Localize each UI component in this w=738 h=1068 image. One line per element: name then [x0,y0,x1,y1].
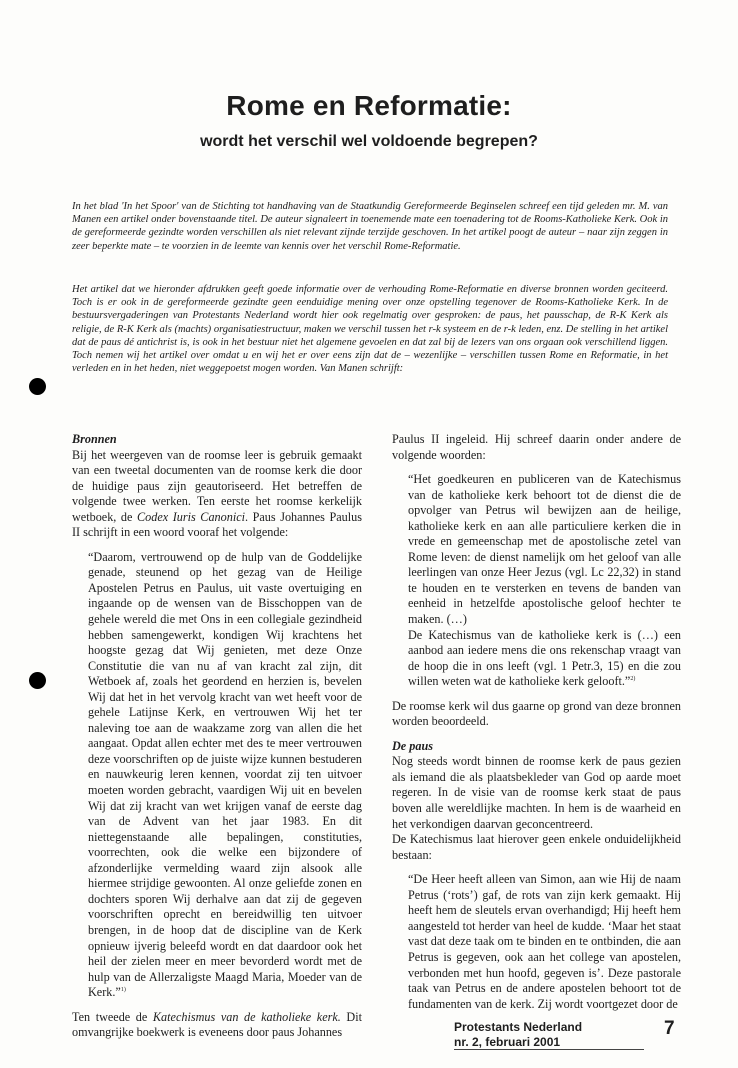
section-heading-bronnen: Bronnen [72,432,117,446]
left-column [72,432,362,1041]
intro-paragraph-1: In het blad 'In het Spoor' van de Stichting tot handhaving van de Staatkundig Gereformeerde Beginselen schreef een tijd geleden mr. M. van Manen een artikel onder bovenstaande titel. De auteur signaleert in toenemende mate een toenadering tot de Rooms-Katholieke Kerk. Ook in de gereformeerde gezindte worden verschillen als niet relevant zijnde terzijde geschoven. In het artikel poogt de auteur – naar zijn zeggen in zeer beperkte mate – te voorzien in de leemte van kennis over het verschil Rome-Reformatie. [72,201,668,252]
section-heading-de-paus: De paus [392,738,433,753]
footer-issue: nr. 2, februari 2001 [454,1035,561,1049]
body-paragraph: De roomse kerk wil dus gaarne op grond van deze bronnen worden beoordeeld. [392,698,681,729]
emphasis-codex: Codex Iuris Canonici [137,509,245,524]
body-paragraph: De Katechismus laat hierover geen enkele onduidelijkheid bestaan: [392,832,681,862]
punch-hole-top [29,378,46,395]
article-title: Rome en Reformatie: [226,90,512,121]
body-paragraph: Bij het weergeven van de roomse leer is gebruik gemaakt van een tweetal documenten van de roomse kerk die door de huidige paus zijn geautoriseerd. Het betreffen de volgende twee werken. Ten eerste het roomse kerkelijk wetboek, de Codex Iuris Canonici. Paus Johannes Paulus II schrijft in een woord vooraf het volgende: [72,447,362,540]
intro-paragraph-2: Het artikel dat we hieronder afdrukken geeft goede informatie over de verhouding Rome-Reformatie en diverse bronnen worden geciteerd. Toch is er ook in de gereformeerde gezindte geen eenduidige mening over onze opstelling tegenover de Rooms-Katholieke Kerk. In de bestuursvergaderingen van Protestants Nederland wordt hier ook regelmatig over gesproken: de paus, het pausschap, de R-K Kerk als religie, de R-K Kerk als (machts) organisatiestructuur, maken we verschil tussen het r-k systeem en de r-k leden, enz. De stelling in het artikel dat de paus dé antichrist is, is ook in het bestuur niet het algemene gevoelen en dat zal bij de lezers van ons orgaan ook verschillend liggen. Toch nemen wij het artikel over omdat u en wij het er over eens zijn dat de – wezenlijke – verschillen tussen Rome en Reformatie, in het verleden en in het heden, niet weggepoetst mogen worden. Van Manen schrijft: [72,284,668,375]
footer-divider [454,1049,644,1050]
body-paragraph: Ten tweede de Katechismus van de katholieke kerk. Dit omvangrijke boekwerk is eveneens door paus Johannes [72,1009,363,1040]
block-quote-codex: “Daarom, vertrouwend op de hulp van de Goddelijke genade, steunend op het gezag van de Heilige Apostelen Petrus en Paulus, uit vaste overtuiging en ingaande op de wensen van de Bisschoppen van de gehele wereld die met Ons in een collegiale gezindheid hebben samengewerkt, kondigen Wij krachtens het hoogste gezag dat Wij genieten, met deze Onze Constitutie die van nu af van kracht zal zijn, dit Wetboek af, zoals het geordend en herzien is, bevelen Wij dat het in het vervolg kracht van wet heeft voor de gehele Latijnse Kerk, en vertrouwen Wij het ter naleving toe aan de waakzame zorg van allen die het aangaat. Opdat allen echter met des te meer vertrouwen deze voorschriften op de juiste wijze kunnen bestuderen en nauwkeurig leren kennen, voordat zij ten uitvoer moeten worden gebracht, vaardigen Wij uit en bevelen Wij dat zij kracht van wet krijgen vanaf de eerste dag van de Advent van het jaar 1983. En dit niettegenstaande alle bepalingen, constituties, voorrechten, ook die welke een bijzondere of afzonderlijke vermelding waard zijn alsook alle hiermee strijdige gewoonten. Al onze geliefde zonen en dochters sporen Wij derhalve aan dat zij de gegeven voorschriften oprecht en bereidwillig ten uitvoer brengen, in de hoop dat de discipline van de Kerk opnieuw ijverig beleefd wordt en dat daardoor ook het heil der zielen meer en meer bevorderd wordt met de hulp van de Allerzaligste Maagd Maria, Moeder van de Kerk.”$^{1)}$ [88,549,362,1000]
body-paragraph: Paulus II ingeleid. Hij schreef daarin onder andere de volgende woorden: [392,432,681,462]
footnote-ref-1: 1) [120,987,126,994]
footer-publication: Protestants Nederland [454,1020,583,1034]
body-paragraph: Nog steeds wordt binnen de roomse kerk de paus gezien als iemand die als plaatsbekleder van God op aarde moet regeren. In de visie van de roomse kerk staat de paus boven alle wereldlijke machten. In hem is de waarheid en het verkondigen daarvan geconcentreerd. [392,754,681,831]
emphasis-katechismus: Katechismus van de katholieke kerk. [152,1009,341,1024]
page-number: 7 [664,1018,675,1039]
right-column [392,432,681,1021]
footnote-ref-2: 2) [630,676,636,683]
block-quote-katechismus: “Het goedkeuren en publiceren van de Katechismus van de katholieke kerk behoort tot de dienst die de opvolger van Petrus wil bewijzen aan de heilige, katholieke kerk en aan alle particuliere kerken die in vrede en gemeenschap met de apostolische zetel van Rome leven: de dienst namelijk om het geloof van alle leerlingen van onze Heer Jezus (vgl. Lc 22,32) in stand te houden en te versterken en tevens de banden van eenheid in hetzelfde apostolische geloof hechter te maken. (…) De Katechismus van de katholieke kerk is (…) een aanbod aan iedere mens die ons rekenschap vraagt van de hoop die in ons leeft (vgl. 1 Petr.3, 15) en die zou willen weten wat de katholieke kerk gelooft.”$^{2)}$ [408,472,681,689]
block-quote-petrus: “De Heer heeft alleen van Simon, aan wie Hij de naam Petrus (‘rots’) gaf, de rots van zijn kerk gemaakt. Hij heeft hem de sleutels ervan overhandigd; Hij heeft hem aangesteld tot herder van heel de kudde. ‘Maar het staat vast dat deze taak om te binden en te ontbinden, die aan Petrus is gegeven, ook aan het college van apostelen, verbonden met hun hoofd, gegeven is’. Deze pastorale taak van Petrus en de andere apostelen behoort tot de fundamenten van de kerk. Zij wordt voortgezet door de [408,872,681,1011]
article-subtitle: wordt het verschil wel voldoende begrepen? [200,133,538,150]
punch-hole-bottom [29,672,46,689]
